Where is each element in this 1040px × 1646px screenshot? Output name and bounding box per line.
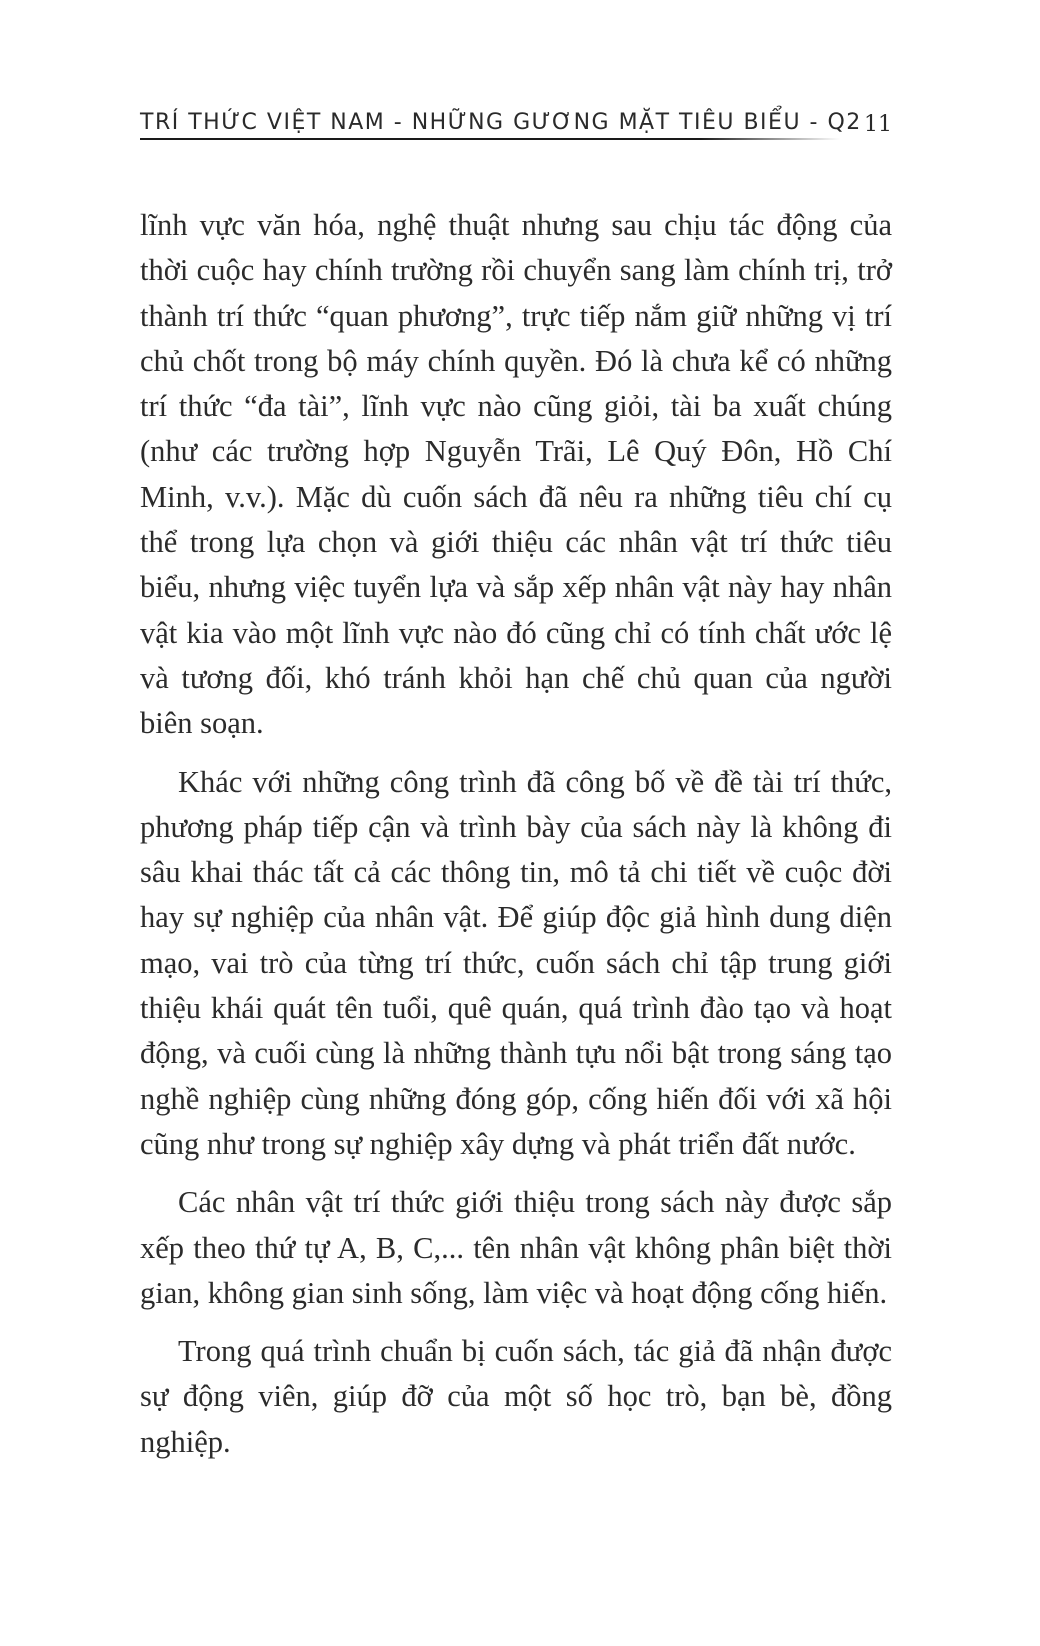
body-text <box>140 203 892 1465</box>
running-header-title: TRÍ THỨC VIỆT NAM - NHỮNG GƯƠNG MẶT TIÊU BIỂU - Q2 <box>140 110 862 135</box>
paragraph-ordering: Các nhân vật trí thức giới thiệu trong sách này được sắp xếp theo thứ tự A, B, C,... tên nhân vật không phân biệt thời gian, không gian sinh sống, làm việc và hoạt động cống hiến. <box>140 1185 892 1310</box>
paragraph-continuation: lĩnh vực văn hóa, nghệ thuật nhưng sau chịu tác động của thời cuộc hay chính trường rồi chuyển sang làm chính trị, trở thành trí thức “quan phương”, trực tiếp nắm giữ những vị trí chủ chốt trong bộ máy chính quyền. Đó là chưa kể có những trí thức “đa tài”, lĩnh vực nào cũng giỏi, tài ba xuất chúng (như các trường hợp Nguyễn Trãi, Lê Quý Đôn, Hồ Chí Minh, v.v.). Mặc dù cuốn sách đã nêu ra những tiêu chí cụ thể trong lựa chọn và giới thiệu các nhân vật trí thức tiêu biểu, nhưng việc tuyển lựa và sắp xếp nhân vật này hay nhân vật kia vào một lĩnh vực nào đó cũng chỉ có tính chất ước lệ và tương đối, khó tránh khỏi hạn chế chủ quan của người biên soạn. <box>140 208 892 741</box>
page-number: 11 <box>864 112 892 137</box>
paragraph-acknowledgement: Trong quá trình chuẩn bị cuốn sách, tác giả đã nhận được sự động viên, giúp đỡ của một số học trò, bạn bè, đồng nghiệp. <box>140 1334 892 1459</box>
paragraph-approach: Khác với những công trình đã công bố về đề tài trí thức, phương pháp tiếp cận và trình bày của sách này là không đi sâu khai thác tất cả các thông tin, mô tả chi tiết về cuộc đời hay sự nghiệp của nhân vật. Để giúp độc giả hình dung diện mạo, vai trò của từng trí thức, cuốn sách chỉ tập trung giới thiệu khái quát tên tuổi, quê quán, quá trình đào tạo và hoạt động, và cuối cùng là những thành tựu nổi bật trong sáng tạo nghề nghiệp cùng những đóng góp, cống hiến đối với xã hội cũng như trong sự nghiệp xây dựng và phát triển đất nước. <box>140 764 892 1161</box>
header-rule <box>140 138 840 140</box>
